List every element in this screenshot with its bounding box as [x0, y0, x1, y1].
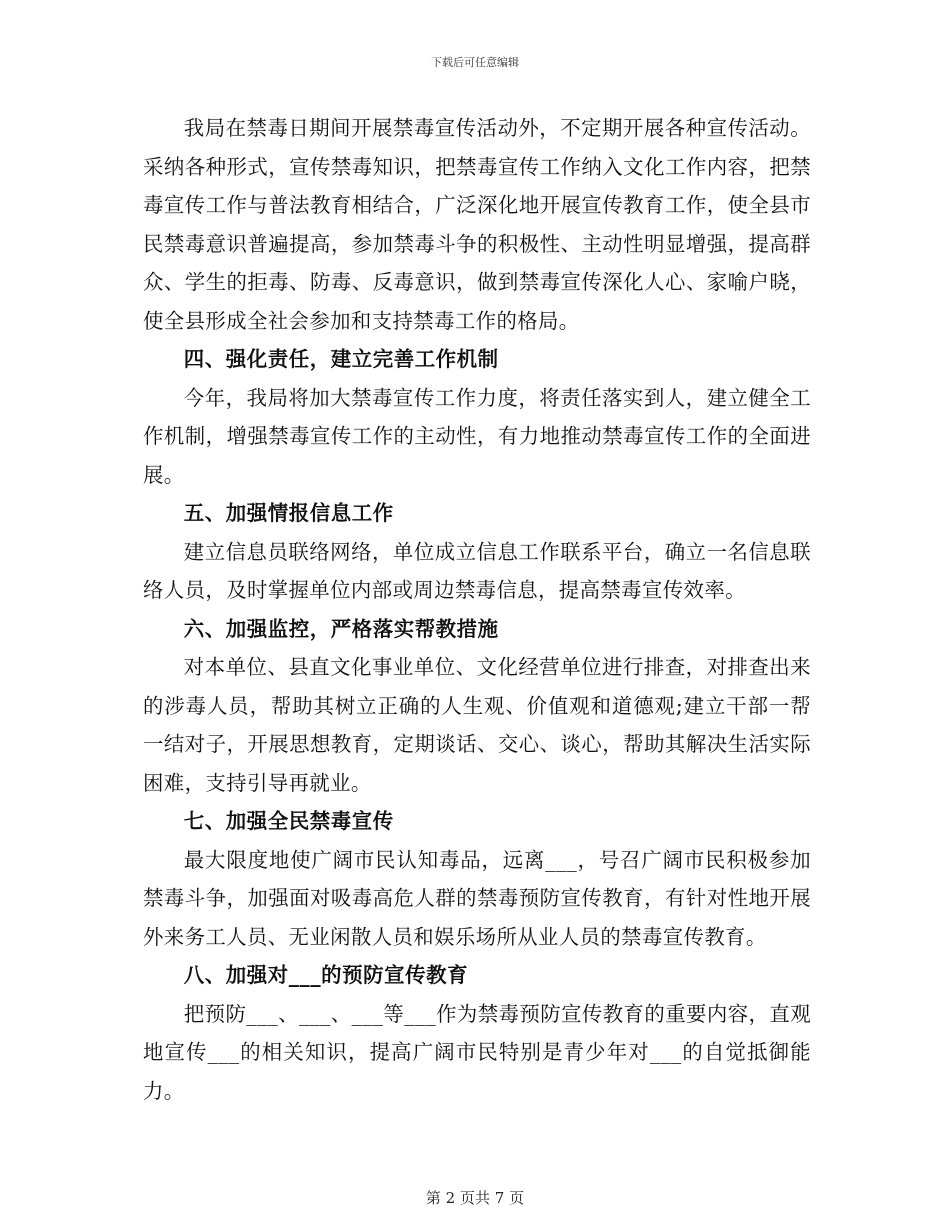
paragraph: 把预防___、___、___等___作为禁毒预防宣传教育的重要内容，直观地宣传___的相关知识，提高广阔市民特别是青少年对___的自觉抵御能力。 [143, 1001, 811, 1103]
page-footer: 第 2 页共 7 页 [425, 1189, 525, 1207]
section-heading: 七、加强全民禁毒宣传 [183, 809, 394, 833]
paragraph: 最大限度地使广阔市民认知毒品，远离___，号召广阔市民积极参加禁毒斗争，加强面对吸毒高危人群的禁毒预防宣传教育，有针对性地开展外来务工人员、无业闲散人员和娱乐场所从业人员的禁毒宣传教育。 [143, 847, 811, 949]
section-heading: 五、加强情报信息工作 [183, 501, 394, 525]
paragraph: 建立信息员联络网络，单位成立信息工作联系平台，确立一名信息联络人员，及时掌握单位内部或周边禁毒信息，提高禁毒宣传效率。 [143, 539, 811, 602]
section-heading: 四、强化责任，建立完善工作机制 [183, 347, 499, 371]
paragraph: 今年，我局将加大禁毒宣传工作力度，将责任落实到人，建立健全工作机制，增强禁毒宣传工作的主动性，有力地推动禁毒宣传工作的全面进展。 [143, 385, 811, 487]
section-heading: 六、加强监控，严格落实帮教措施 [183, 616, 499, 641]
paragraph: 我局在禁毒日期间开展禁毒宣传活动外，不定期开展各种宣传活动。采纳各种形式，宣传禁毒知识，把禁毒宣传工作纳入文化工作内容，把禁毒宣传工作与普法教育相结合，广泛深化地开展宣传教育工作，使全县市民禁毒意识普遍提高，参加禁毒斗争的积极性、主动性明显增强，提高群众、学生的拒毒、防毒、反毒意识，做到禁毒宣传深化人心、家喻户晓，使全县形成全社会参加和支持禁毒工作的格局。 [143, 116, 811, 333]
page-header: 下载后可任意编辑 [431, 56, 519, 69]
section-heading: 八、加强对___的预防宣传教育 [183, 963, 469, 987]
document-body [143, 109, 811, 1110]
paragraph: 对本单位、县直文化事业单位、文化经营单位进行排查，对排查出来的涉毒人员，帮助其树立正确的人生观、价值观和道德观;建立干部一帮一结对子，开展思想教育，定期谈话、交心、谈心，帮助其解决生活实际困难，支持引导再就业。 [143, 655, 811, 795]
